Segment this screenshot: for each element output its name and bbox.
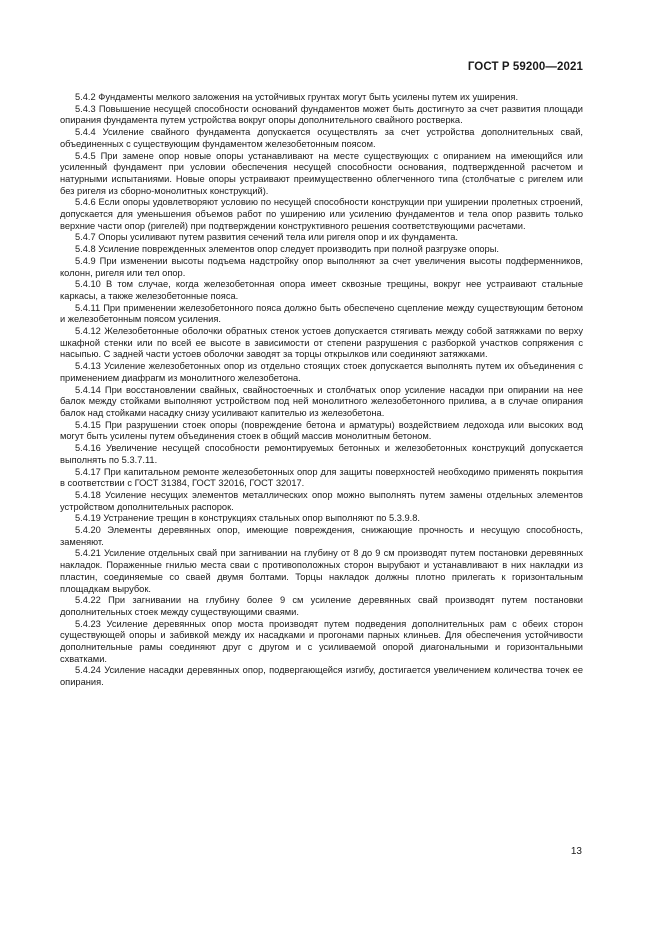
paragraph-5-4-23: 5.4.23 Усиление деревянных опор моста производят путем подведения дополнительных рам с обеих сторон существующей опоры и забивкой между их насадками и прогонами парных клиньев. Для обеспечения устойчивости дополнительные рамы соединяют друг с другом и с усиливаемой опорой диагональными и горизонтальными схватками. [60, 618, 583, 664]
paragraph-5-4-4: 5.4.4 Усиление свайного фундамента допускается осуществлять за счет устройства дополнительных свай, объединенных с существующим фундаментом железобетонным поясом. [60, 127, 583, 149]
paragraph-5-4-15: 5.4.15 При разрушении стоек опоры (повреждение бетона и арматуры) воздействием ледохода или высоких вод могут быть усилены путем объединения стоек в общий массив монолитным бетоном. [60, 419, 583, 442]
paragraph-5-4-17: 5.4.17 При капитальном ремонте железобетонных опор для защиты поверхностей необходимо применять покрытия в соответствии с ГОСТ 31384, ГОСТ 32016, ГОСТ 32017. [60, 466, 583, 489]
document-body [60, 92, 583, 689]
paragraph-5-4-6: 5.4.6 Если опоры удовлетворяют условию по несущей способности конструкции при уширении пролетных строений, допускается для уменьшения объемов работ по уширению или усилению фундаментов и тела опор развить только верхние части опор (ригелей) при подтверждении конструктивного решения соответствующими расчетами. [60, 197, 583, 231]
paragraph-5-4-9: 5.4.9 При изменении высоты подъема надстройку опор выполняют за счет увеличения высоты подферменников, колонн, ригеля или тел опор. [60, 255, 583, 278]
paragraph-5-4-19: 5.4.19 Устранение трещин в конструкциях стальных опор выполняют по 5.3.9.8. [75, 513, 421, 524]
paragraph-5-4-7: 5.4.7 Опоры усиливают путем развития сечений тела или ригеля опор и их фундамента. [75, 232, 458, 243]
paragraph-5-4-18: 5.4.18 Усиление несущих элементов металлических опор можно выполнять путем замены отдельных элементов устройством дополнительных распорок. [60, 489, 583, 512]
paragraph-5-4-24: 5.4.24 Усиление насадки деревянных опор, подвергающейся изгибу, достигается увеличением количества точек ее опирания. [60, 665, 583, 688]
document-header: ГОСТ Р 59200—2021 [467, 61, 583, 73]
paragraph-5-4-8: 5.4.8 Усиление поврежденных элементов опор следует производить при полной разгрузке опоры. [75, 244, 499, 255]
paragraph-5-4-2: 5.4.2 Фундаменты мелкого заложения на устойчивых грунтах могут быть усилены путем их уширения. [75, 92, 519, 102]
paragraph-5-4-14: 5.4.14 При восстановлении свайных, свайностоечных и столбчатых опор усиление насадки при опирании на нее балок между стойками выполняют устройством под ней монолитного железобетонного прилива, а в случае опирания балок над стойками насадку снизу усиливают капителью из железобетона. [60, 384, 583, 418]
paragraph-5-4-12: 5.4.12 Железобетонные оболочки обратных стенок устоев допускается стягивать между собой затяжками по верху шкафной стенки или по всей ее высоте в зависимости от степени разрушения с разборкой участков сопряжения с насыпью. С задней части устоев оболочки заводят за торцы открылков или соединяют затяжками. [60, 326, 583, 360]
paragraph-5-4-20: 5.4.20 Элементы деревянных опор, имеющие повреждения, снижающие прочность и несущую способность, заменяют. [60, 525, 583, 547]
paragraph-5-4-11: 5.4.11 При применении железобетонного пояса должно быть обеспечено сцепление между существующим бетоном и железобетонным поясом усиления. [60, 302, 583, 325]
paragraph-5-4-3: 5.4.3 Повышение несущей способности оснований фундаментов может быть достигнуто за счет развития площади опирания фундамента путем устройства вокруг опоры дополнительного свайного ростверка. [60, 103, 583, 126]
paragraph-5-4-22: 5.4.22 При загнивании на глубину более 9 см усиление деревянных свай производят путем постановки дополнительных стоек между существующими сваями. [60, 595, 583, 617]
paragraph-5-4-21: 5.4.21 Усиление отдельных свай при загнивании на глубину от 8 до 9 см производят путем постановки деревянных накладок. Пораженные гнилью места сваи с противоположных сторон вырубают и устанавливают в них накладки из пластин, соединяемые со сваей двумя болтами. Торцы накладок должны плотно прилегать к горизонтальным площадкам вырубок. [60, 548, 583, 594]
paragraph-5-4-16: 5.4.16 Увеличение несущей способности ремонтируемых бетонных и железобетонных конструкций допускается выполнять по 5.3.7.11. [60, 443, 583, 465]
paragraph-5-4-13: 5.4.13 Усиление железобетонных опор из отдельно стоящих стоек допускается выполнять путем их объединения с применением диафрагм из монолитного железобетона. [60, 361, 583, 383]
paragraph-5-4-10: 5.4.10 В том случае, когда железобетонная опора имеет сквозные трещины, вокруг нее устраивают стальные каркасы, а также железобетонные пояса. [60, 279, 583, 301]
page-number: 13 [570, 846, 582, 857]
paragraph-5-4-5: 5.4.5 При замене опор новые опоры устанавливают на месте существующих с опиранием на имеющийся или усиленный фундамент при условии обеспечения несущей способности основания, подтвержденной расчетом и натурными испытаниями. Новые опоры устраивают преимущественно облегченного типа (столбчатые с ригелем или без ригеля из сборно-монолитных конструкций). [60, 150, 583, 196]
